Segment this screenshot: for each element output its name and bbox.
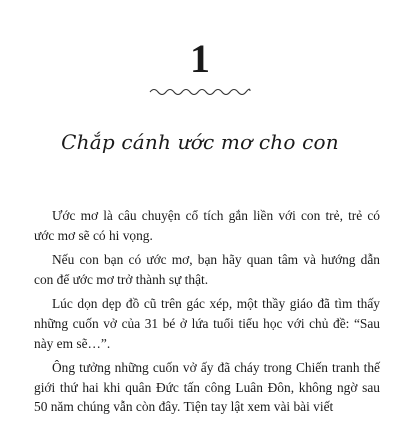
chapter-body bbox=[34, 206, 380, 422]
chapter-title: Chắp cánh ước mơ cho con bbox=[61, 130, 339, 154]
paragraph: Lúc dọn dẹp đồ cũ trên gác xép, một thầy giáo đã tìm thấy những cuốn vở của 31 bé ở lứa tuổi tiểu học với chủ đề: “Sau này em sẽ…”. bbox=[34, 296, 380, 351]
paragraph: Ông tưởng những cuốn vở ấy đã cháy trong Chiến tranh thế giới thứ hai khi quân Đức tấn công Luân Đôn, không ngờ sau 50 năm chúng vẫn còn đây. Tiện tay lật xem vài bài viết bbox=[34, 360, 380, 415]
paragraph: Ước mơ là câu chuyện cổ tích gắn liền với con trẻ, trẻ có ước mơ sẽ có hi vọng. bbox=[34, 208, 380, 243]
chapter-number: 1 bbox=[190, 36, 210, 81]
decorative-flourish bbox=[148, 86, 252, 96]
paragraph: Nếu con bạn có ước mơ, bạn hãy quan tâm và hướng dẫn con để ước mơ trở thành sự thật. bbox=[34, 252, 380, 287]
